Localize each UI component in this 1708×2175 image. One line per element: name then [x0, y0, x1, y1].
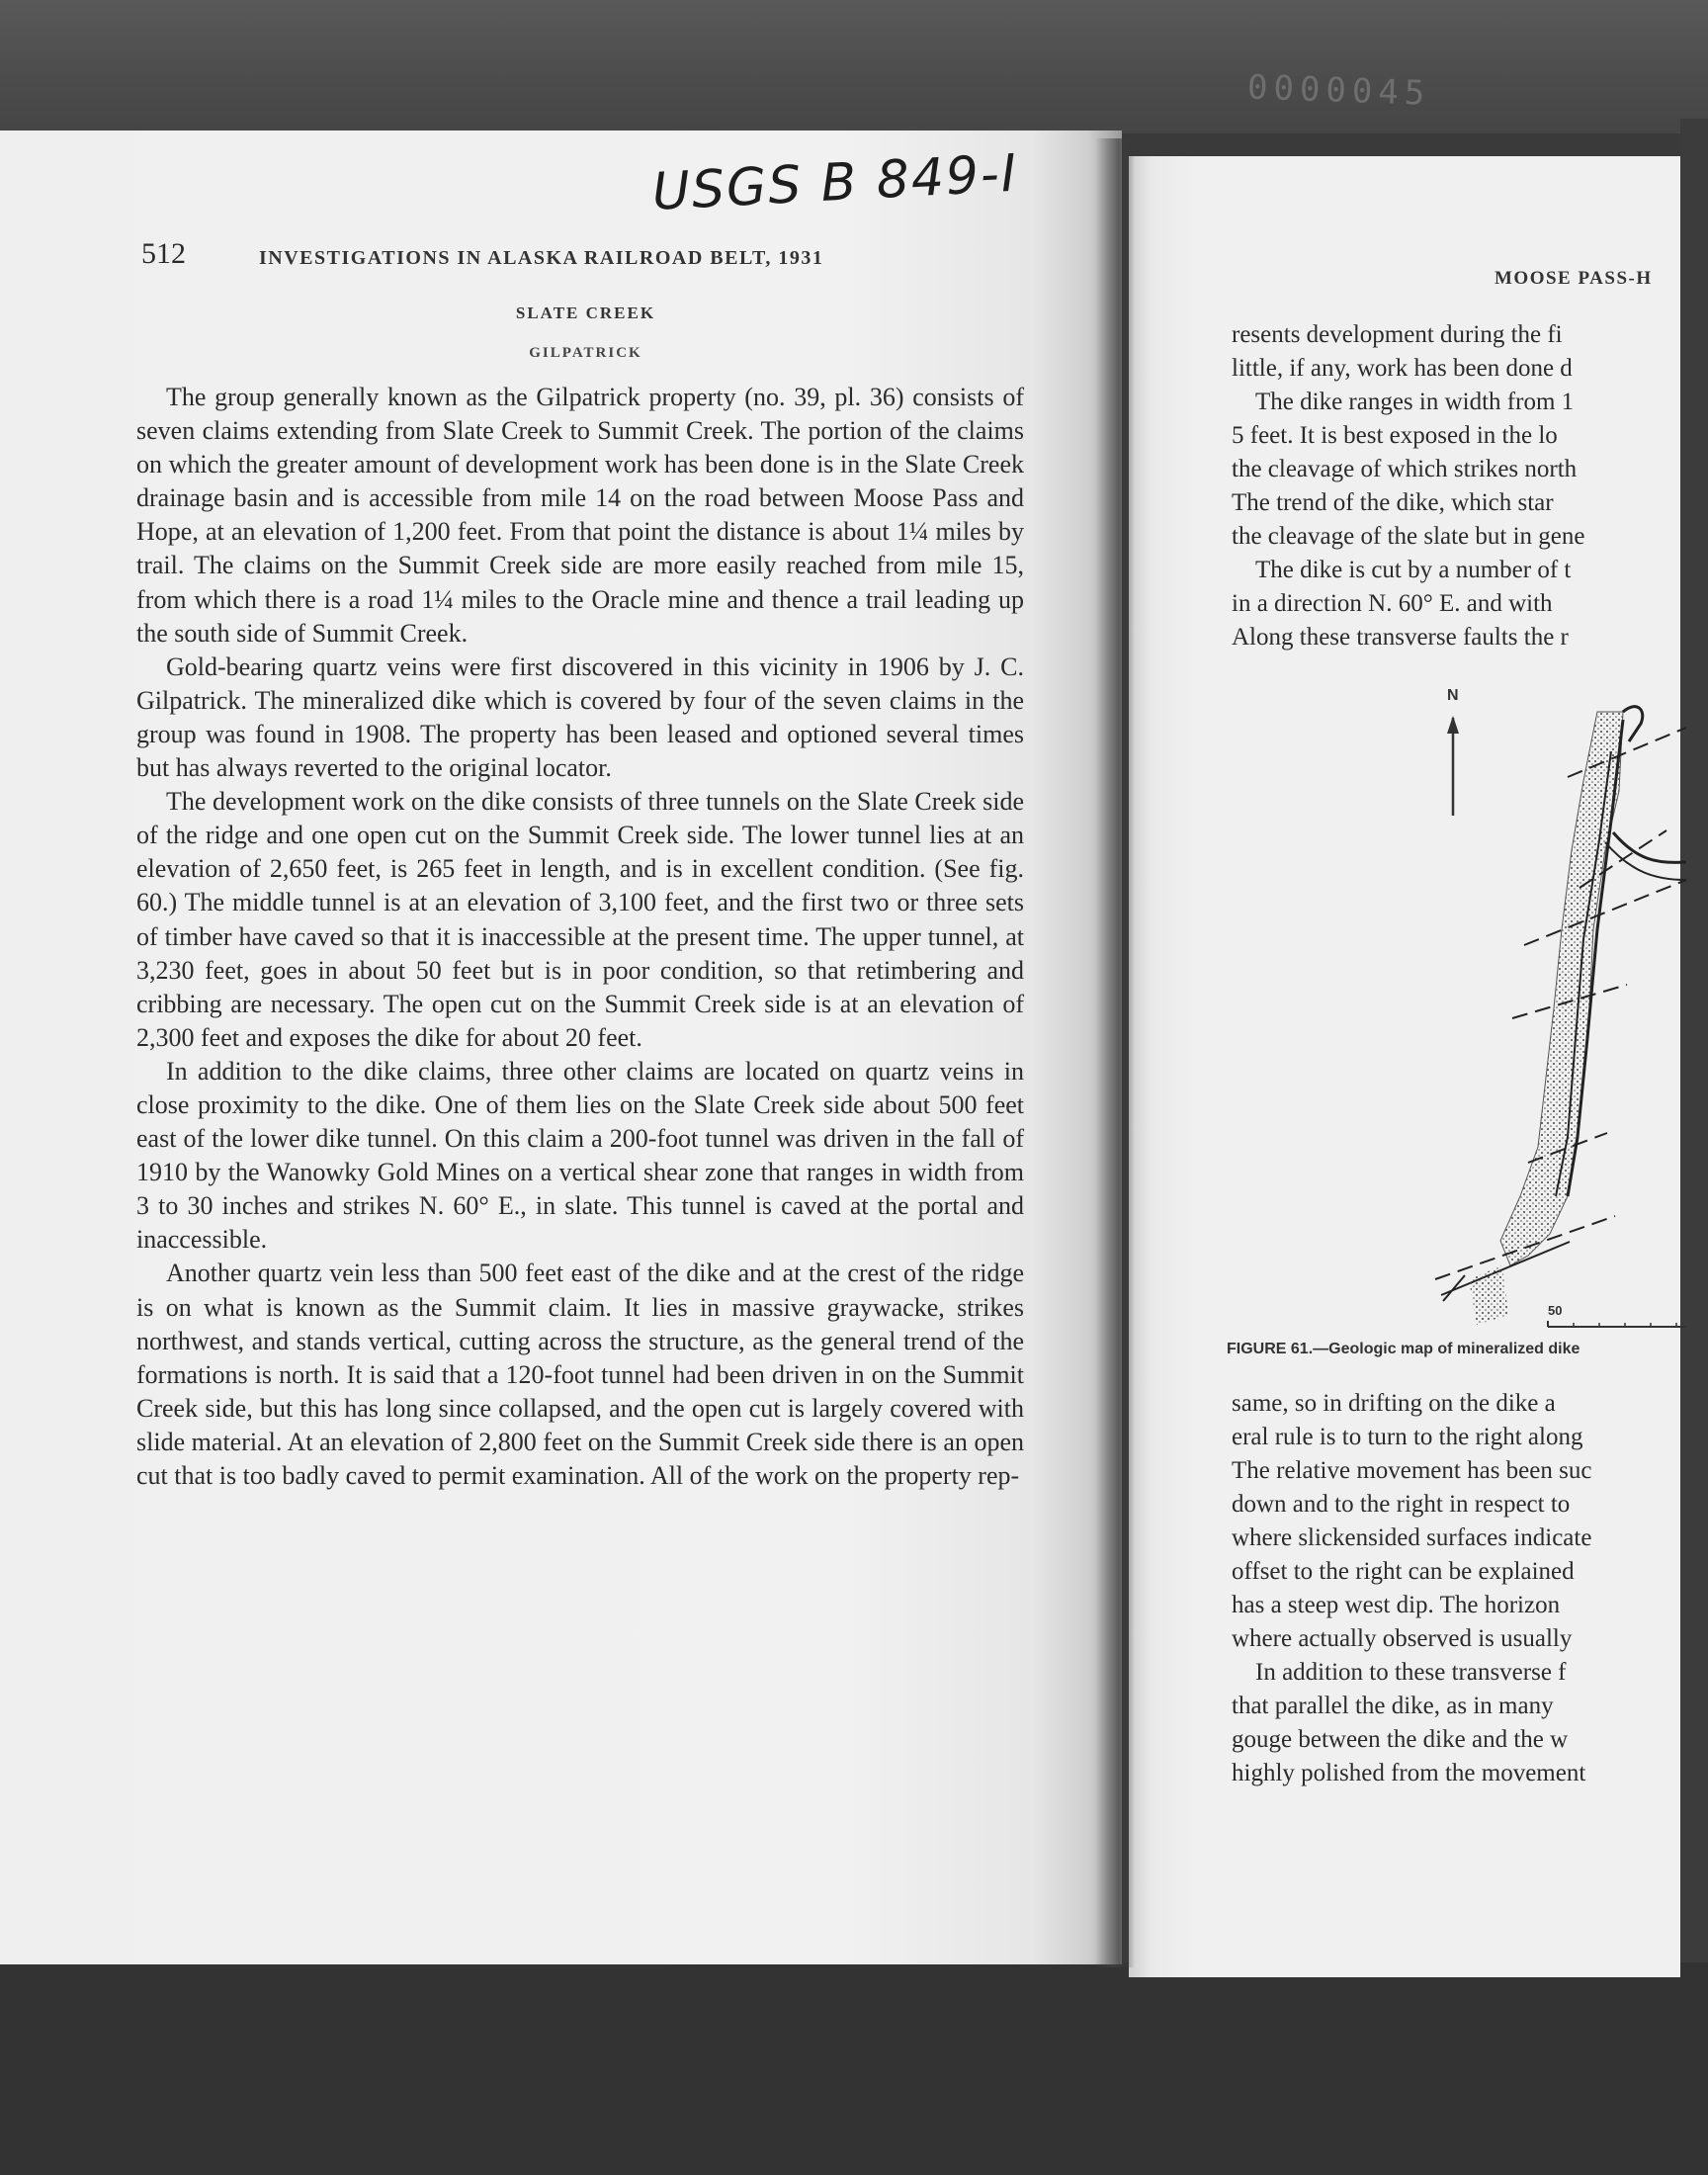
- text-line: little, if any, work has been done d: [1232, 355, 1573, 382]
- text-line: highly polished from the movement: [1232, 1760, 1586, 1786]
- text-line: The dike is cut by a number of t: [1255, 557, 1572, 583]
- left-page-body: [136, 381, 1024, 1493]
- text-line: where actually observed is usually: [1232, 1625, 1573, 1652]
- text-line: the cleavage of the slate but in gene: [1232, 523, 1585, 550]
- text-line: 5 feet. It is best exposed in the lo: [1232, 422, 1558, 449]
- page-number: 512: [141, 237, 186, 270]
- scale-label: 50: [1548, 1303, 1563, 1318]
- text-line: the cleavage of which strikes north: [1232, 456, 1578, 482]
- subsection-title: GILPATRICK: [529, 345, 642, 361]
- geologic-map-figure: [1232, 682, 1686, 1335]
- right-page-lower-text: [1232, 1387, 1686, 1790]
- dike-outcrop: [1469, 1265, 1508, 1325]
- paragraph: In addition to the dike claims, three other claims are located on quartz veins in close proximity to the dike. One of them lies on the Slate Creek side about 500 feet east of the lower dike tunnel. On this claim a 200-foot tunnel was driven in the fall of 1910 by the Wanowky Gold Mines on a vertical shear zone that ranges in width from 3 to 30 inches and strikes N. 60° E., in slate. This tunnel is caved at the portal and inaccessible.: [136, 1056, 1024, 1255]
- text-line: The trend of the dike, which star: [1232, 489, 1554, 516]
- text-line: Along these transverse faults the r: [1232, 624, 1569, 651]
- running-head-right: MOOSE PASS-H: [1494, 268, 1653, 289]
- north-arrow-icon: [1447, 716, 1459, 816]
- handwritten-label: USGS B 849-I: [650, 143, 1020, 222]
- transverse-fault: [1524, 880, 1686, 945]
- text-line: The relative movement has been suc: [1232, 1457, 1592, 1484]
- scan-background-top: [0, 0, 1708, 133]
- north-label: N: [1447, 687, 1459, 704]
- figure-caption: FIGURE 61.—Geologic map of mineralized dike: [1227, 1341, 1580, 1357]
- paragraph: The development work on the dike consists of three tunnels on the Slate Creek side of the ridge and one open cut on the Summit Creek side. The lower tunnel lies at an elevation of 2,650 feet, is 265 feet in length, and is in excellent condition. (See fig. 60.) The middle tunnel is at an elevation of 3,100 feet, and the first two or three sets of timber have caved so that it is inaccessible at the present time. The upper tunnel, at 3,230 feet, goes in about 50 feet but is in poor condition, so that retimbering and cribbing are necessary. The open cut on the Summit Creek side is at an elevation of 2,300 feet and exposes the dike for about 20 feet.: [136, 787, 1024, 1052]
- text-line: eral rule is to turn to the right along: [1232, 1424, 1583, 1450]
- right-page-upper-text: [1232, 318, 1686, 654]
- paragraph: Another quartz vein less than 500 feet east of the dike and at the crest of the ridge is on what is known as the Summit claim. It lies in massive graywacke, strikes northwest, and stands vertical, cutting across the structure, as the general trend of the formations is north. It is said that a 120-foot tunnel had been driven in on the Summit Creek side, but this has long since collapsed, and the open cut is largely covered with slide material. At an elevation of 2,800 feet on the Summit Creek side there is an open cut that is too badly caved to permit examination. All of the work on the property rep-: [136, 1259, 1024, 1490]
- text-line: has a steep west dip. The horizon: [1232, 1592, 1561, 1618]
- scan-background-bottom: [0, 1962, 1708, 2175]
- text-line: offset to the right can be explained: [1232, 1558, 1575, 1585]
- text-line: resents development during the fi: [1232, 321, 1563, 348]
- stamp-number: 0000045: [1246, 67, 1431, 114]
- scale-bar: [1548, 1321, 1686, 1327]
- text-line: The dike ranges in width from 1: [1255, 389, 1575, 415]
- text-line: that parallel the dike, as in many: [1232, 1693, 1554, 1719]
- boundary-line: [1443, 1275, 1465, 1301]
- text-line: gouge between the dike and the w: [1232, 1726, 1569, 1753]
- dike-outline: [1623, 707, 1643, 741]
- text-line: down and to the right in respect to: [1232, 1491, 1571, 1518]
- geologic-map-drawing: [1232, 682, 1686, 1335]
- paragraph: Gold-bearing quartz veins were first discovered in this vicinity in 1906 by J. C. Gilpatrick. The mineralized dike which is covered by four of the seven claims in the group was found in 1908. The property has been leased and optioned several times but has always reverted to the original locator.: [136, 652, 1024, 783]
- text-line: In addition to these transverse f: [1255, 1659, 1567, 1686]
- text-line: same, so in drifting on the dike a: [1232, 1390, 1556, 1417]
- text-line: in a direction N. 60° E. and with: [1232, 590, 1553, 617]
- book-gutter: [1095, 138, 1135, 1967]
- paragraph: The group generally known as the Gilpatrick property (no. 39, pl. 36) consists of seven claims extending from Slate Creek to Summit Creek. The portion of the claims on which the greater amount of development work has been done is in the Slate Creek drainage basin and is accessible from mile 14 on the road between Moose Pass and Hope, at an elevation of 1,200 feet. From that point the distance is about 1¼ miles by trail. The claims on the Summit Creek side are more easily reached from mile 15, from which there is a road 1¼ miles to the Oracle mine and thence a trail leading up the south side of Summit Creek.: [136, 383, 1024, 648]
- section-title: SLATE CREEK: [515, 304, 656, 322]
- text-line: where slickensided surfaces indicate: [1232, 1524, 1592, 1551]
- running-head-left: INVESTIGATIONS IN ALASKA RAILROAD BELT, 1931: [259, 247, 824, 269]
